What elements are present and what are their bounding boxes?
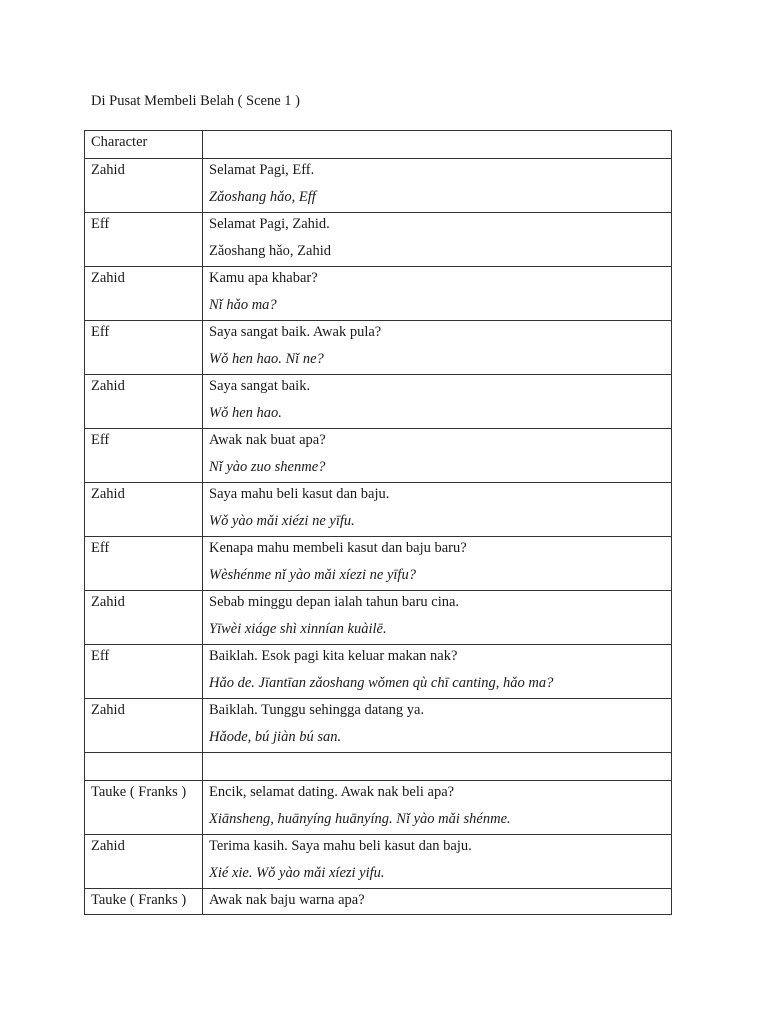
malay-line: Saya sangat baik. Awak pula? <box>209 324 382 340</box>
malay-line: Awak nak buat apa? <box>209 432 326 448</box>
chinese-line: Zǎoshang hǎo, Eff <box>209 189 316 205</box>
empty-cell <box>203 753 672 781</box>
chinese-line: Yīwèi xiáge shì xinnían kuàilē. <box>209 621 387 637</box>
dialogue-cell <box>203 429 672 483</box>
speaker-cell <box>85 429 203 483</box>
speaker-cell <box>85 321 203 375</box>
dialogue-cell <box>203 835 672 889</box>
speaker-cell <box>85 483 203 537</box>
dialogue-cell <box>203 591 672 645</box>
dialogue-cell <box>203 889 672 915</box>
dialogue-cell <box>203 537 672 591</box>
dialogue-cell <box>203 267 672 321</box>
character-header: Character <box>91 134 148 150</box>
malay-line: Saya sangat baik. <box>209 378 311 394</box>
speaker-name: Zahid <box>91 162 125 178</box>
dialogue-row <box>85 537 672 591</box>
speaker-cell <box>85 267 203 321</box>
speaker-cell <box>85 889 203 915</box>
speaker-name: Eff <box>91 216 110 232</box>
dialogue-cell <box>203 321 672 375</box>
chinese-line: Zǎoshang hǎo, Zahid <box>209 243 332 259</box>
malay-line: Baiklah. Esok pagi kita keluar makan nak? <box>209 648 458 664</box>
dialogue-row <box>85 267 672 321</box>
dialogue-cell <box>203 483 672 537</box>
table-header-row <box>85 131 672 159</box>
speaker-name: Eff <box>91 648 110 664</box>
character-header-cell <box>85 131 203 159</box>
speaker-name: Eff <box>91 324 110 340</box>
speaker-cell <box>85 699 203 753</box>
malay-line: Kenapa mahu membeli kasut dan baju baru? <box>209 540 467 556</box>
speaker-cell <box>85 159 203 213</box>
malay-line: Baiklah. Tunggu sehingga datang ya. <box>209 702 425 718</box>
speaker-cell <box>85 537 203 591</box>
malay-line: Selamat Pagi, Zahid. <box>209 216 330 232</box>
dialogue-row <box>85 591 672 645</box>
malay-line: Terima kasih. Saya mahu beli kasut dan baju. <box>209 838 472 854</box>
speaker-name: Zahid <box>91 486 125 502</box>
chinese-line: Wèshénme nǐ yào mǎi xíezi ne yīfu? <box>209 567 416 583</box>
malay-line: Sebab minggu depan ialah tahun baru cina. <box>209 594 460 610</box>
dialogue-row <box>85 213 672 267</box>
dialogue-row <box>85 889 672 915</box>
dialogue-row <box>85 699 672 753</box>
dialogue-row <box>85 645 672 699</box>
dialogue-row <box>85 781 672 835</box>
dialogue-cell <box>203 781 672 835</box>
chinese-line: Wǒ hen hao. <box>209 405 282 421</box>
speaker-name: Zahid <box>91 270 125 286</box>
speaker-name: Zahid <box>91 838 125 854</box>
malay-line: Saya mahu beli kasut dan baju. <box>209 486 390 502</box>
malay-line: Kamu apa khabar? <box>209 270 318 286</box>
speaker-name: Eff <box>91 540 110 556</box>
page-title: Di Pusat Membeli Belah ( Scene 1 ) <box>91 93 300 109</box>
chinese-line: Wǒ hen hao. Nǐ ne? <box>209 351 324 367</box>
chinese-line: Nǐ hǎo ma? <box>209 297 277 313</box>
speaker-cell <box>85 645 203 699</box>
speaker-cell <box>85 213 203 267</box>
speaker-cell <box>85 835 203 889</box>
chinese-line: Xiānsheng, huānyíng huānyíng. Nǐ yào mǎi shénme. <box>209 811 511 827</box>
dialogue-cell <box>203 699 672 753</box>
dialogue-cell <box>203 375 672 429</box>
dialogue-row <box>85 321 672 375</box>
speaker-cell <box>85 591 203 645</box>
blank-row <box>85 753 672 781</box>
speaker-cell <box>85 375 203 429</box>
chinese-line: Hǎode, bú jiàn bú san. <box>209 729 342 745</box>
chinese-line: Hǎo de. Jīantīan zǎoshang wǒmen qù chī canting, hǎo ma? <box>209 675 554 691</box>
dialogue-row <box>85 483 672 537</box>
dialogue-cell <box>203 645 672 699</box>
speaker-name: Eff <box>91 432 110 448</box>
malay-line: Encik, selamat dating. Awak nak beli apa? <box>209 784 455 800</box>
chinese-line: Nǐ yào zuo shenme? <box>209 459 326 475</box>
dialogue-header-cell <box>203 131 672 159</box>
dialogue-cell <box>203 159 672 213</box>
chinese-line: Wǒ yào mǎi xiézi ne yīfu. <box>209 513 355 529</box>
speaker-name: Tauke ( Franks ) <box>91 892 187 908</box>
speaker-cell <box>85 781 203 835</box>
speaker-name: Zahid <box>91 594 125 610</box>
malay-line: Selamat Pagi, Eff. <box>209 162 315 178</box>
speaker-name: Zahid <box>91 702 125 718</box>
dialogue-row <box>85 159 672 213</box>
dialogue-cell <box>203 213 672 267</box>
dialogue-row <box>85 429 672 483</box>
empty-cell <box>85 753 203 781</box>
dialogue-row <box>85 835 672 889</box>
malay-line: Awak nak baju warna apa? <box>209 892 365 908</box>
dialogue-row <box>85 375 672 429</box>
chinese-line: Xié xie. Wǒ yào mǎi xíezi yifu. <box>209 865 385 881</box>
speaker-name: Zahid <box>91 378 125 394</box>
dialogue-table <box>84 130 672 915</box>
speaker-name: Tauke ( Franks ) <box>91 784 187 800</box>
